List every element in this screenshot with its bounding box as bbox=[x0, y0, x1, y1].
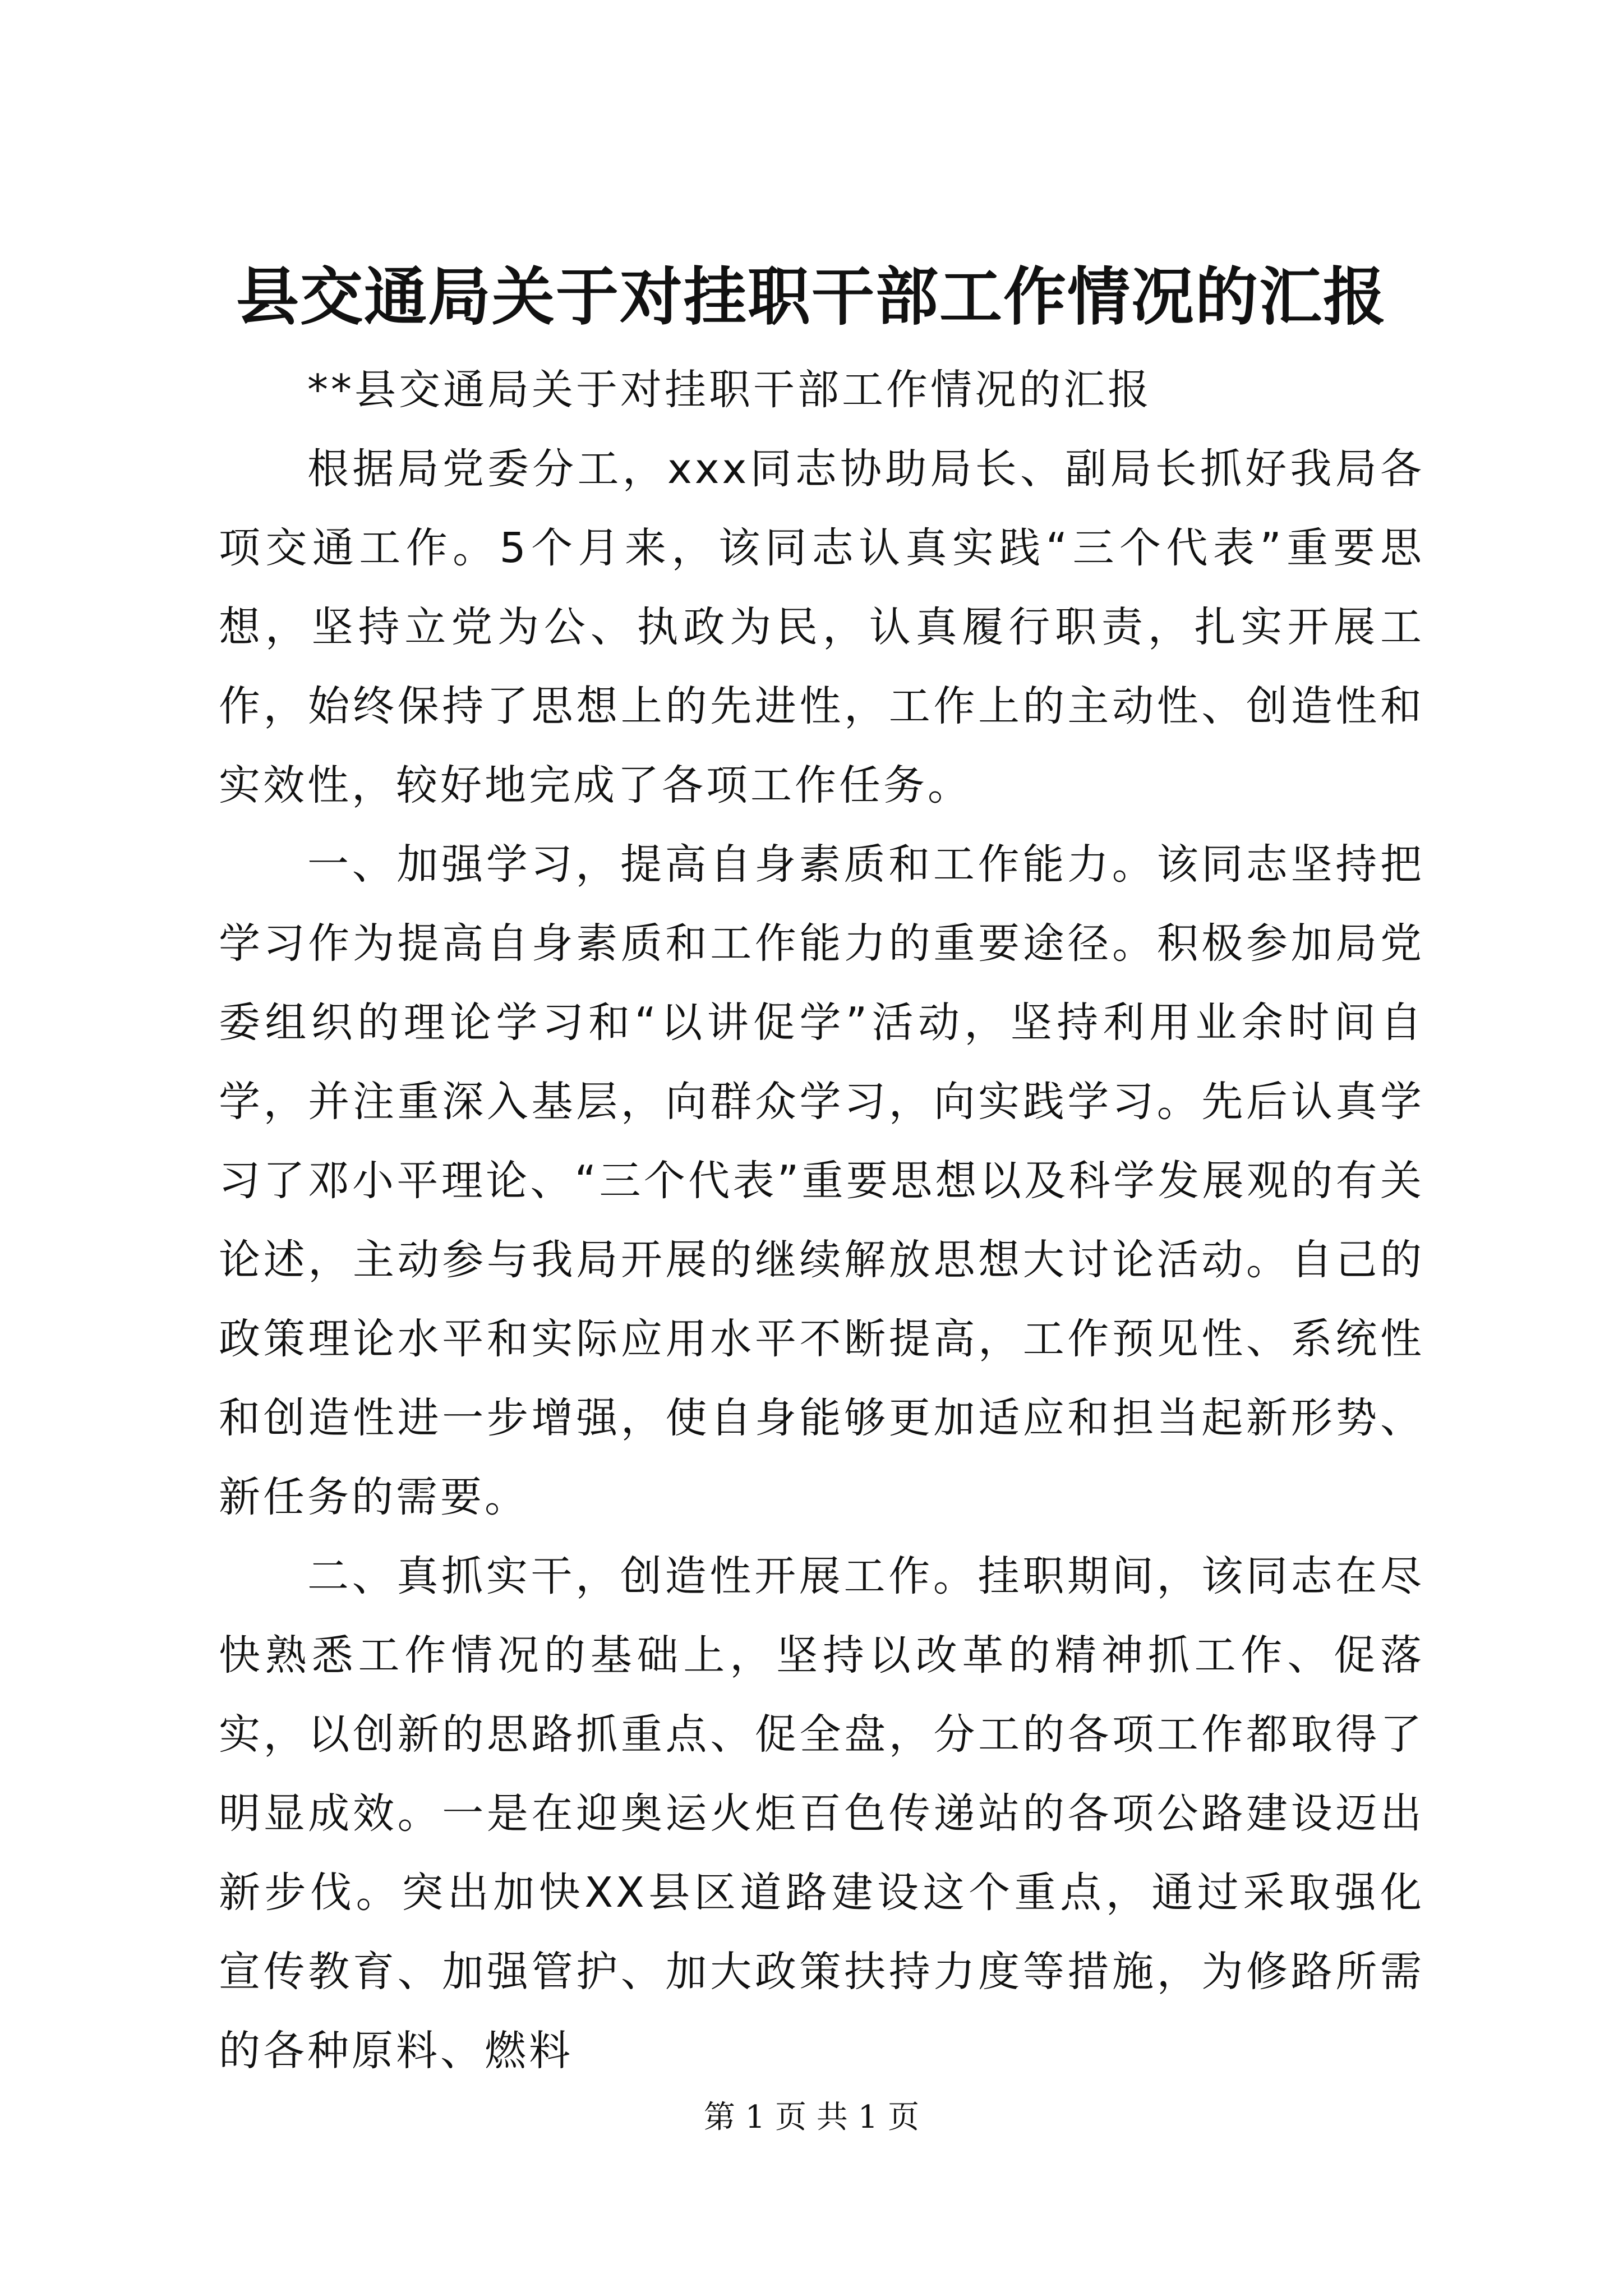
subtitle-paragraph: **县交通局关于对挂职干部工作情况的汇报 bbox=[307, 366, 1152, 414]
intro-paragraph: 根据局党委分工，xxx同志协助局长、副局长抓好我局各项交通工作。5个月来，该同志认真实践“三个代表”重要思想，坚持立党为公、执政为民，认真履行职责，扎实开展工作，始终保持了思想上的先进性，工作上的主动性、创造性和实效性，较好地完成了各项工作任务。 bbox=[219, 445, 1424, 809]
document-body bbox=[219, 351, 1424, 2091]
section-two-paragraph: 二、真抓实干，创造性开展工作。挂职期间，该同志在尽快熟悉工作情况的基础上，坚持以改革的精神抓工作、促落实，以创新的思路抓重点、促全盘，分工的各项工作都取得了明显成效。一是在迎奥运火炬百色传递站的各项公路建设迈出新步伐。突出加快XX县区道路建设这个重点，通过采取强化宣传教育、加强管护、加大政策扶持力度等措施，为修路所需的各种原料、燃料 bbox=[219, 1552, 1424, 2075]
document-title: 县交通局关于对挂职干部工作情况的汇报 bbox=[236, 260, 1387, 334]
page-number-footer: 第 1 页 共 1 页 bbox=[703, 2099, 920, 2136]
section-one-paragraph: 一、加强学习，提高自身素质和工作能力。该同志坚持把学习作为提高自身素质和工作能力的重要途径。积极参加局党委组织的理论学习和“以讲促学”活动，坚持利用业余时间自学，并注重深入基层，向群众学习，向实践学习。先后认真学习了邓小平理论、“三个代表”重要思想以及科学发展观的有关论述，主动参与我局开展的继续解放思想大讨论活动。自己的政策理论水平和实际应用水平不断提高，工作预见性、系统性和创造性进一步增强，使自身能够更加适应和担当起新形势、新任务的需要。 bbox=[219, 840, 1424, 1521]
